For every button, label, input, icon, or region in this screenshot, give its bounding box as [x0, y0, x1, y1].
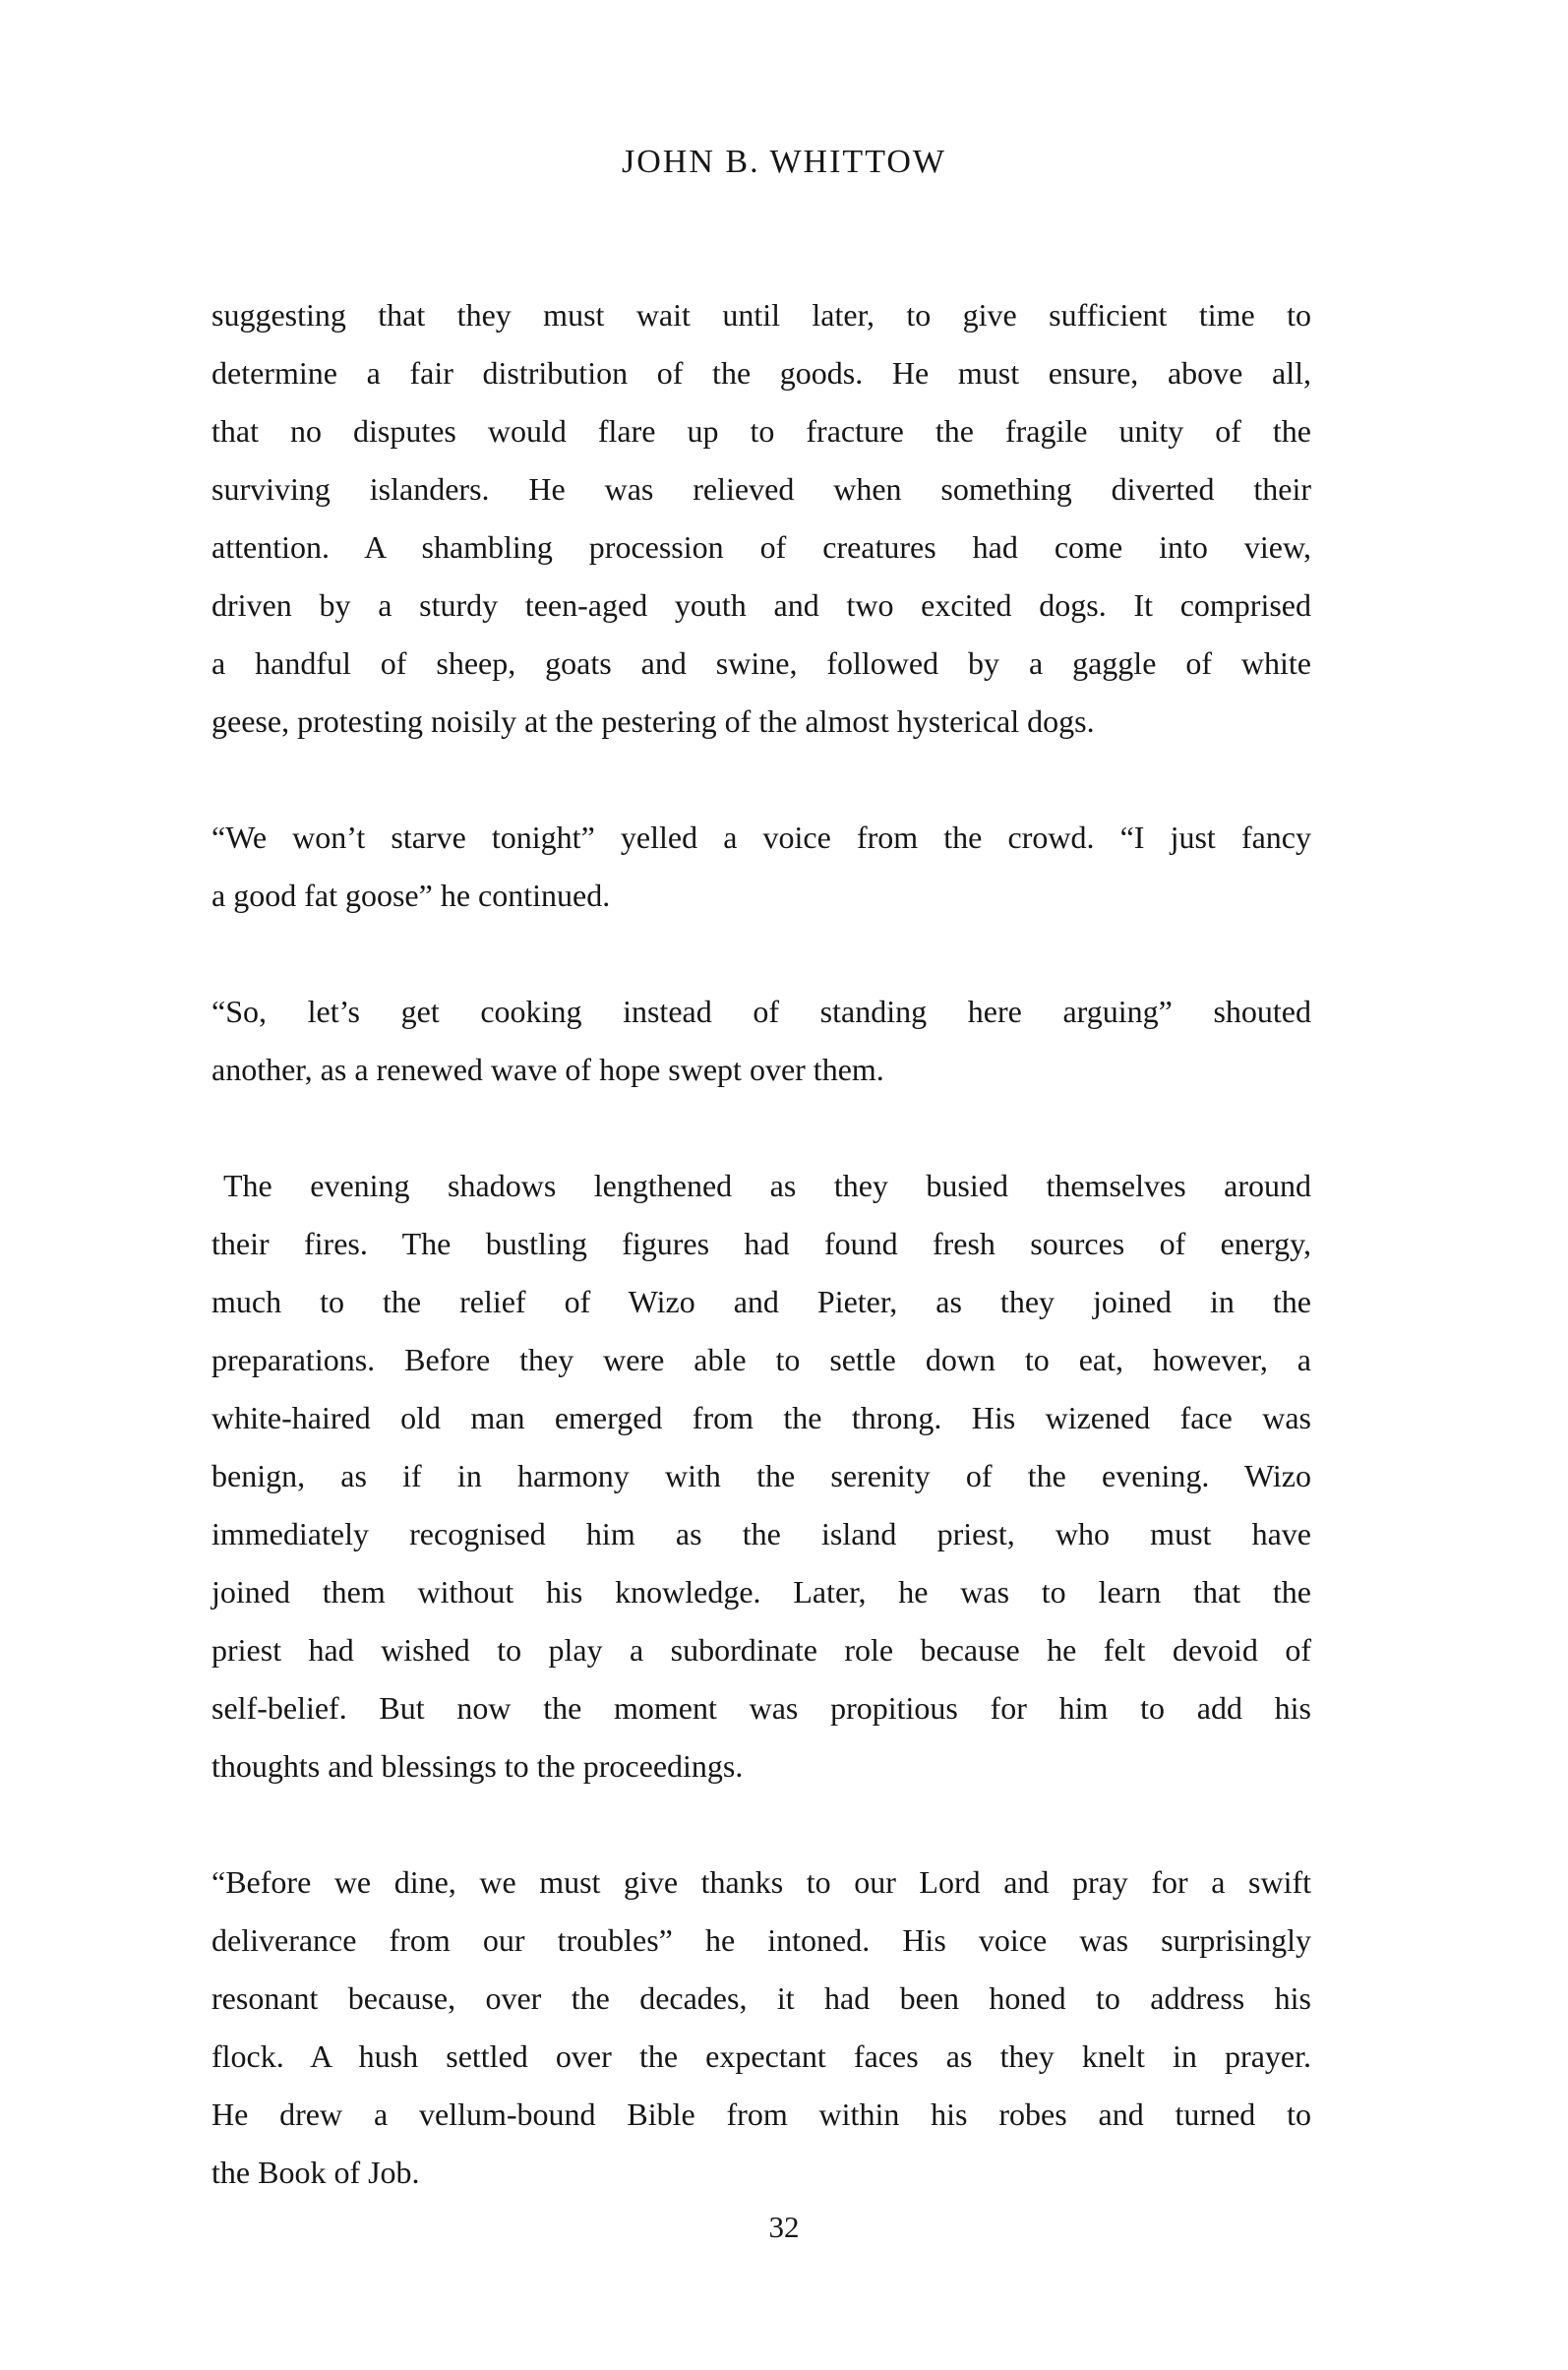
text-line: a good fat goose” he continued.: [211, 878, 611, 913]
text-line: suggesting that they must wait until later, to give sufficient time to: [211, 297, 1311, 333]
text-line: He drew a vellum-bound Bible from within his robes and turned to: [211, 2097, 1311, 2132]
page-number: 32: [768, 2210, 800, 2244]
text-line: “So, let’s get cooking instead of standing here arguing” shouted: [211, 994, 1311, 1029]
text-line: that no disputes would flare up to fracture the fragile unity of the: [211, 413, 1311, 449]
text-line: “Before we dine, we must give thanks to our Lord and pray for a swift: [211, 1864, 1311, 1900]
text-line: much to the relief of Wizo and Pieter, as they joined in the: [211, 1284, 1311, 1319]
paragraph: [211, 983, 1311, 1099]
text-line: self-belief. But now the moment was propitious for him to add his: [211, 1690, 1311, 1726]
text-line: flock. A hush settled over the expectant faces as they knelt in prayer.: [211, 2038, 1311, 2074]
page-body: [211, 286, 1311, 2202]
text-line: preparations. Before they were able to settle down to eat, however, a: [211, 1342, 1311, 1377]
paragraph: [211, 1853, 1311, 2202]
paragraph: [211, 809, 1311, 925]
text-line: benign, as if in harmony with the serenity of the evening. Wizo: [211, 1458, 1311, 1493]
text-line: priest had wished to play a subordinate role because he felt devoid of: [211, 1632, 1311, 1668]
text-line: driven by a sturdy teen-aged youth and two excited dogs. It comprised: [211, 587, 1311, 623]
text-line: deliverance from our troubles” he intoned. His voice was surprisingly: [211, 1922, 1311, 1958]
text-line: “We won’t starve tonight” yelled a voice from the crowd. “I just fancy: [211, 820, 1311, 855]
text-line: attention. A shambling procession of creatures had come into view,: [211, 529, 1311, 565]
text-line: thoughts and blessings to the proceedings.: [211, 1748, 744, 1784]
text-line: immediately recognised him as the island priest, who must have: [211, 1516, 1311, 1551]
text-line: their fires. The bustling figures had found fresh sources of energy,: [211, 1226, 1311, 1261]
text-line: surviving islanders. He was relieved when something diverted their: [211, 471, 1311, 507]
paragraph: [211, 286, 1311, 751]
text-line: the Book of Job.: [211, 2155, 420, 2190]
text-line: a handful of sheep, goats and swine, followed by a gaggle of white: [211, 645, 1311, 681]
text-line: The evening shadows lengthened as they busied themselves around: [223, 1168, 1311, 1203]
text-line: resonant because, over the decades, it had been honed to address his: [211, 1980, 1311, 2016]
paragraph: [211, 1157, 1311, 1795]
text-line: geese, protesting noisily at the pestering of the almost hysterical dogs.: [211, 703, 1095, 739]
text-line: another, as a renewed wave of hope swept over them.: [211, 1052, 884, 1087]
text-line: joined them without his knowledge. Later, he was to learn that the: [211, 1574, 1311, 1610]
running-header: JOHN B. WHITTOW: [622, 144, 946, 180]
text-line: determine a fair distribution of the goods. He must ensure, above all,: [211, 355, 1311, 391]
text-line: white-haired old man emerged from the throng. His wizened face was: [211, 1400, 1311, 1435]
